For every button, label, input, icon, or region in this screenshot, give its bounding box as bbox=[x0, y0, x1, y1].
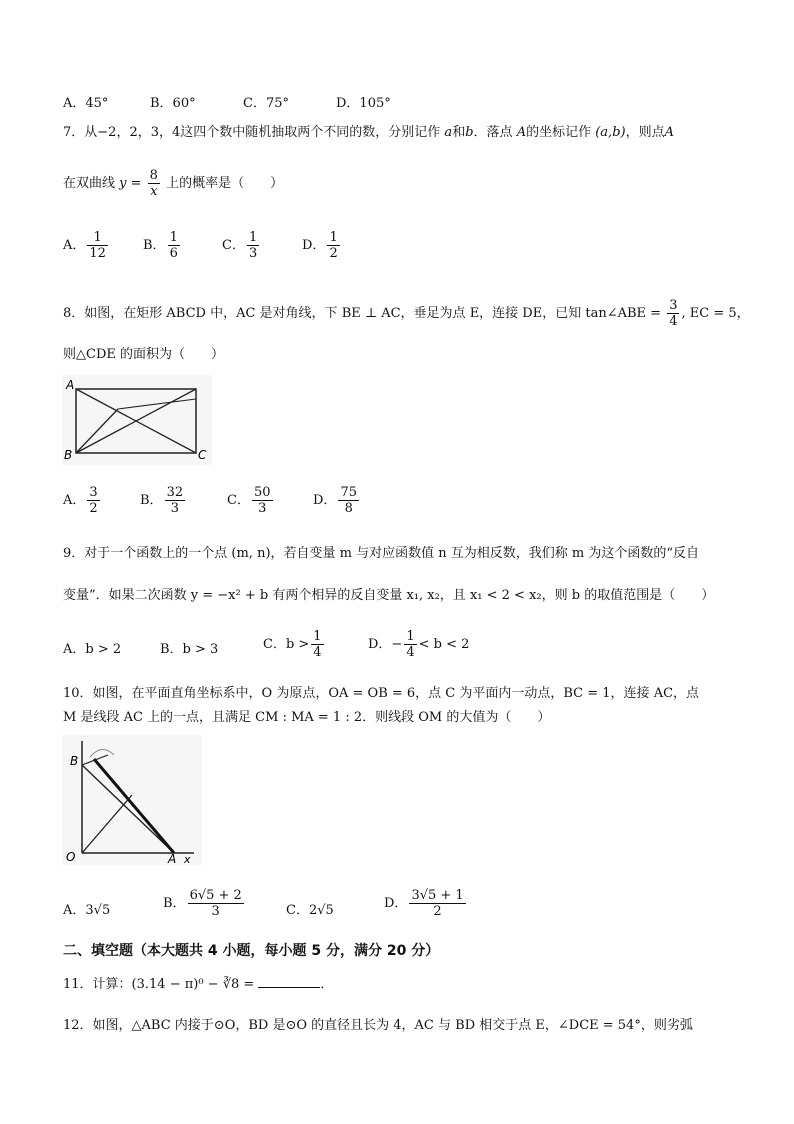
q6-option-a: A．45° bbox=[63, 96, 109, 111]
q6-option-c: C．75° bbox=[243, 96, 289, 111]
q9-option-d: D．− $\frac{1}{4}$ < b < 2 bbox=[368, 629, 470, 660]
q10-label-b: B bbox=[70, 754, 79, 768]
q8-label-a: A bbox=[66, 378, 75, 392]
q8-option-a: A． $\frac{3}{2}$ bbox=[63, 485, 98, 516]
q10-label-o: O bbox=[66, 850, 76, 864]
q8-rectangle-figure bbox=[62, 375, 212, 465]
q10-label-a: A bbox=[168, 852, 177, 865]
q10-line2: M 是线段 AC 上的一点，且满足 CM : MA = 1 : 2．则线段 OM 的大值为（ ） bbox=[63, 710, 551, 725]
q12-line1: 12．如图，△ABC 内接于⊙O，BD 是⊙O 的直径且长为 4，AC 与 BD 相交于点 E，∠DCE = 54°，则劣弧 bbox=[63, 1018, 693, 1033]
q8-option-c: C． $\frac{50}{3}$ bbox=[227, 485, 271, 516]
q7-line2: 在双曲线 y = $\frac{8}{x}$ 上的概率是（ ） bbox=[63, 168, 284, 199]
q10-option-a: A．3√5 bbox=[63, 903, 111, 918]
q9-line1: 9．对于一个函数上的一个点 (m, n)，若自变量 m 与对应函数值 n 互为相反数，我们称 m 为这个函数的“反自 bbox=[63, 546, 699, 561]
q10-option-b: B． $\frac{6√5 + 2}{3}$ bbox=[163, 888, 242, 919]
hyperbola-fraction: $\frac{8}{x}$ bbox=[149, 168, 158, 199]
q10-option-c: C．2√5 bbox=[286, 903, 334, 918]
q9-line2: 变量”．如果二次函数 y = −x² + b 有两个相异的反自变量 x₁, x₂，且 x₁ < 2 < x₂，则 b 的取值范围是（ ） bbox=[63, 588, 715, 603]
q10-option-d: D． $\frac{3√5 + 1}{2}$ bbox=[384, 888, 464, 919]
q8-line2: 则△CDE 的面积为（ ） bbox=[63, 347, 224, 362]
q7-option-b: B． $\frac{1}{6}$ bbox=[143, 230, 178, 261]
q10-label-x: x bbox=[184, 853, 191, 865]
q11-line: 11．计算：(3.14 − π)⁰ − ∛8 = ． bbox=[63, 977, 334, 992]
q8-option-b: B． $\frac{32}{3}$ bbox=[140, 485, 184, 516]
section-2-heading: 二、填空题（本大题共 4 小题，每小题 5 分，满分 20 分） bbox=[63, 943, 440, 959]
q8-label-c: C bbox=[198, 448, 207, 462]
q7-option-c: C． $\frac{1}{3}$ bbox=[222, 230, 258, 261]
q9-option-a: A．b > 2 bbox=[63, 642, 122, 657]
q10-coordinate-figure bbox=[62, 735, 202, 865]
q6-option-d: D．105° bbox=[336, 96, 391, 111]
q10-line1: 10．如图，在平面直角坐标系中，O 为原点，OA = OB = 6，点 C 为平面内一动点，BC = 1，连接 AC，点 bbox=[63, 686, 700, 701]
q11-answer-blank bbox=[258, 975, 320, 988]
q7-option-a: A． $\frac{1}{12}$ bbox=[63, 230, 106, 261]
q7-option-d: D． $\frac{1}{2}$ bbox=[302, 230, 338, 261]
q8-option-d: D． $\frac{75}{8}$ bbox=[313, 485, 357, 516]
q9-option-c: C．b > $\frac{1}{4}$ bbox=[263, 629, 322, 660]
q6-option-b: B．60° bbox=[150, 96, 196, 111]
q9-option-b: B．b > 3 bbox=[160, 642, 219, 657]
q7-line1: 7．从−2，2，3，4这四个数中随机抽取两个不同的数，分别记作 a和b．落点 A的坐标记作 (a,b)，则点A bbox=[63, 125, 674, 140]
q8-line1: 8．如图，在矩形 ABCD 中，AC 是对角线，下 BE ⊥ AC，垂足为点 E，连接 DE，已知 tan∠ABE = $\frac{3}{4}$ , EC = 5， bbox=[63, 298, 750, 329]
q8-label-b: B bbox=[64, 448, 73, 462]
